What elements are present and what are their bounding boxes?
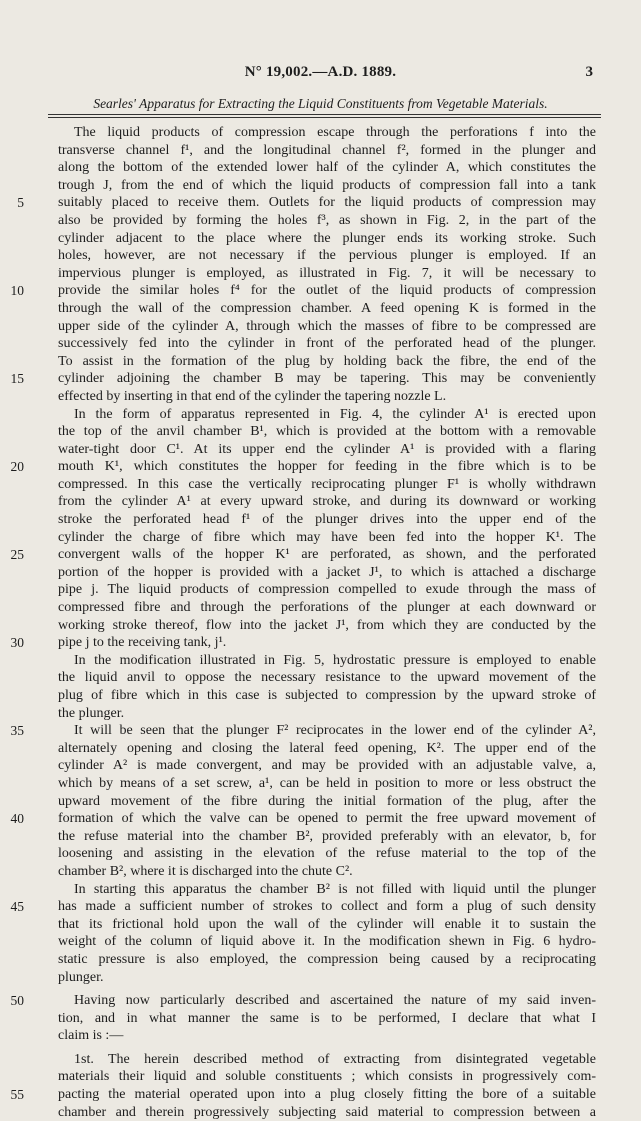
line-number: 15 (10, 371, 24, 387)
text-line (0, 177, 641, 195)
line-number: 40 (10, 811, 24, 827)
header-rule-bottom (48, 117, 601, 118)
text-line (0, 511, 641, 529)
text-line (0, 992, 641, 1010)
line-text: the liquid anvil to oppose the necessary resistance to the upward movement of the (58, 670, 596, 686)
line-text: pipe j to the receiving tank, j¹. (58, 635, 227, 651)
line-text: working stroke thereof, flow into the jacket J¹, from which they are conducted by the (58, 617, 596, 633)
text-line (0, 705, 641, 723)
text-line (0, 863, 641, 881)
text-line (0, 406, 641, 424)
line-text: holes, however, are not necessary if the pervious plunger is employed. If an (58, 248, 596, 264)
line-number: 20 (10, 459, 24, 475)
line-text: impervious plunger is employed, as illustrated in Fig. 7, it will be necessary to (58, 265, 596, 281)
line-text: compressed. In this case the vertically reciprocating plunger F¹ is wholly withdrawn (58, 476, 596, 492)
text-line (0, 757, 641, 775)
line-text: plug of fibre which in this case is subjected to compression by the upward stroke of (58, 688, 596, 703)
line-text: claim is :— (58, 1028, 124, 1044)
line-text: materials their liquid and soluble constituents ; which consists in progressively com- (58, 1069, 596, 1085)
line-text: formation of which the valve can be opened to permit the free upward movement of (58, 811, 596, 827)
line-text: transverse channel f¹, and the longitudinal channel f², formed in the plunger and (58, 142, 596, 158)
text-line (0, 142, 641, 160)
line-number: 10 (10, 283, 24, 299)
text-line (0, 1010, 641, 1028)
text-line (0, 1068, 641, 1086)
text-line (0, 265, 641, 283)
text-line (0, 1086, 641, 1104)
line-text: effected by inserting in that end of the cylinder the tapering nozzle L. (58, 388, 447, 404)
text-line (0, 951, 641, 969)
line-text: plunger. (58, 969, 104, 985)
text-line (0, 300, 641, 318)
line-text: which by means of a set screw, a¹, can be held in position to more or less obstruct the (58, 775, 596, 791)
line-text: convergent walls of the hopper K¹ are perforated, as shown, and the perforated (58, 547, 596, 563)
text-line (0, 318, 641, 336)
line-text: In starting this apparatus the chamber B² is not filled with liquid until the plunger (74, 881, 596, 897)
line-text: trough J, from the end of which the liquid products of compression fall into a tank (58, 177, 596, 193)
line-text: In the form of apparatus represented in Fig. 4, the cylinder A¹ is erected upon (74, 406, 596, 422)
line-text: chamber B², where it is discharged into the chute C². (58, 863, 353, 879)
text-line (0, 564, 641, 582)
line-text: stroke the perforated head f¹ of the plunger drives into the upper end of the (58, 512, 596, 528)
text-line (0, 388, 641, 406)
text-line (0, 599, 641, 617)
text-line (0, 722, 641, 740)
text-line (0, 529, 641, 547)
text-line (0, 230, 641, 248)
line-text: weight of the column of liquid above it. In the modification shewn in Fig. 6 hydro- (58, 934, 596, 950)
text-line (0, 810, 641, 828)
line-text: 1st. The herein described method of extracting from disintegrated vegetable (74, 1051, 596, 1067)
line-text: chamber and therein progressively subjecting said material to compression between a (58, 1104, 596, 1120)
text-line (0, 898, 641, 916)
text-line (0, 881, 641, 899)
text-line (0, 1027, 641, 1045)
text-line (0, 581, 641, 599)
line-text: pipe j. The liquid products of compression compelled to exude through the mass of (58, 582, 596, 598)
text-line (0, 740, 641, 758)
line-text: The liquid products of compression escape through the perforations f into the (74, 125, 596, 140)
text-line (0, 652, 641, 670)
line-text: cylinder A² is made convergent, and may be provided with an adjustable valve, a, (58, 758, 596, 774)
line-text: through the wall of the compression chamber. A feed opening K is formed in the (58, 300, 596, 316)
text-line (0, 687, 641, 705)
line-text: It will be seen that the plunger F² reciprocates in the lower end of the cylinder A², (74, 723, 596, 739)
text-line (0, 159, 641, 177)
header-rule-top (48, 114, 601, 115)
line-number: 25 (10, 547, 24, 563)
line-text: static pressure is also employed, the compression being caused by a reciprocating (58, 951, 596, 967)
text-line (0, 423, 641, 441)
body-text (0, 124, 641, 1121)
line-text: upward movement of the fibre during the initial formation of the plug, after the (58, 793, 596, 809)
line-text: cylinder the charge of fibre which may have been fed into the hopper K¹. The (58, 529, 596, 545)
text-line (0, 476, 641, 494)
line-text: cylinder adjoining the chamber B may be tapering. This may be conveniently (58, 371, 596, 387)
line-text: provide the similar holes f⁴ for the outlet of the liquid products of compression (58, 283, 596, 299)
text-line (0, 969, 641, 987)
text-line (0, 247, 641, 265)
line-text: In the modification illustrated in Fig. 5, hydrostatic pressure is employed to enable (74, 652, 596, 668)
text-line (0, 353, 641, 371)
text-line (0, 775, 641, 793)
line-text: Having now particularly described and ascertained the nature of my said inven- (74, 993, 596, 1009)
page-number: 3 (585, 64, 593, 80)
line-number: 35 (10, 723, 24, 739)
line-text: the plunger. (58, 705, 125, 721)
text-line (0, 634, 641, 652)
text-line (0, 124, 641, 142)
running-title: Searles' Apparatus for Extracting the Liquid Constituents from Vegetable Materials. (93, 96, 548, 111)
line-text: water-tight door C¹. At its upper end the cylinder A¹ is provided with a flaring (58, 441, 596, 457)
text-line (0, 1051, 641, 1069)
line-text: from the cylinder A¹ at every upward stroke, and during its downward or working (58, 494, 596, 510)
text-line (0, 845, 641, 863)
line-number: 50 (10, 993, 24, 1009)
line-text: pacting the material operated upon into a plug closely fitting the bore of a suitable (58, 1087, 596, 1103)
line-text: suitably placed to receive them. Outlets for the liquid products of compression may (58, 195, 596, 211)
line-text: the top of the anvil chamber B¹, which is provided at the bottom with a removable (58, 424, 596, 440)
line-text: upper side of the cylinder A, through which the masses of fibre to be compressed are (58, 318, 596, 334)
line-number: 45 (10, 899, 24, 915)
line-text: compressed fibre and through the perforations of the plunger at each downward or (58, 600, 596, 616)
line-text: loosening and assisting in the elevation of the refuse material to the top of the (58, 846, 596, 862)
line-text: along the bottom of the extended lower half of the cylinder A, which constitutes the (58, 160, 596, 176)
line-text: cylinder adjacent to the place where the plunger ends its working stroke. Such (58, 230, 596, 246)
line-text: mouth K¹, which constitutes the hopper for feeding in the fibre which is to be (58, 459, 596, 475)
line-text: portion of the hopper is provided with a jacket J¹, to which is attached a discharge (58, 564, 596, 580)
line-text: also be provided by forming the holes f³, as shown in Fig. 2, in the part of the (58, 212, 596, 228)
text-line (0, 933, 641, 951)
line-text: alternately opening and closing the lateral feed opening, K². The upper end of the (58, 740, 596, 756)
text-line (0, 916, 641, 934)
line-text: the refuse material into the chamber B², provided preferably with an elevator, b, for (58, 828, 596, 844)
text-line (0, 335, 641, 353)
text-line (0, 828, 641, 846)
text-line (0, 546, 641, 564)
text-line (0, 458, 641, 476)
text-line (0, 493, 641, 511)
text-line (0, 669, 641, 687)
text-line (0, 194, 641, 212)
line-text: that its frictional hold upon the wall of the cylinder will enable it to sustain the (58, 916, 596, 932)
line-number: 30 (10, 635, 24, 651)
text-line (0, 370, 641, 388)
line-text: has made a sufficient number of strokes to collect and form a plug of such density (58, 899, 596, 915)
page-header (0, 64, 641, 84)
text-line (0, 212, 641, 230)
text-line (0, 617, 641, 635)
text-line (0, 441, 641, 459)
line-number: 55 (10, 1087, 24, 1103)
line-text: successively fed into the cylinder in front of the perforated head of the plunger. (58, 336, 596, 352)
text-line (0, 793, 641, 811)
patent-number: N° 19,002.—A.D. 1889. (244, 64, 397, 80)
line-text: To assist in the formation of the plug by holding back the fibre, the end of the (58, 353, 596, 369)
line-text: tion, and in what manner the same is to be performed, I declare that what I (58, 1010, 596, 1026)
line-number: 5 (17, 195, 24, 211)
text-line (0, 282, 641, 300)
text-line (0, 1104, 641, 1121)
